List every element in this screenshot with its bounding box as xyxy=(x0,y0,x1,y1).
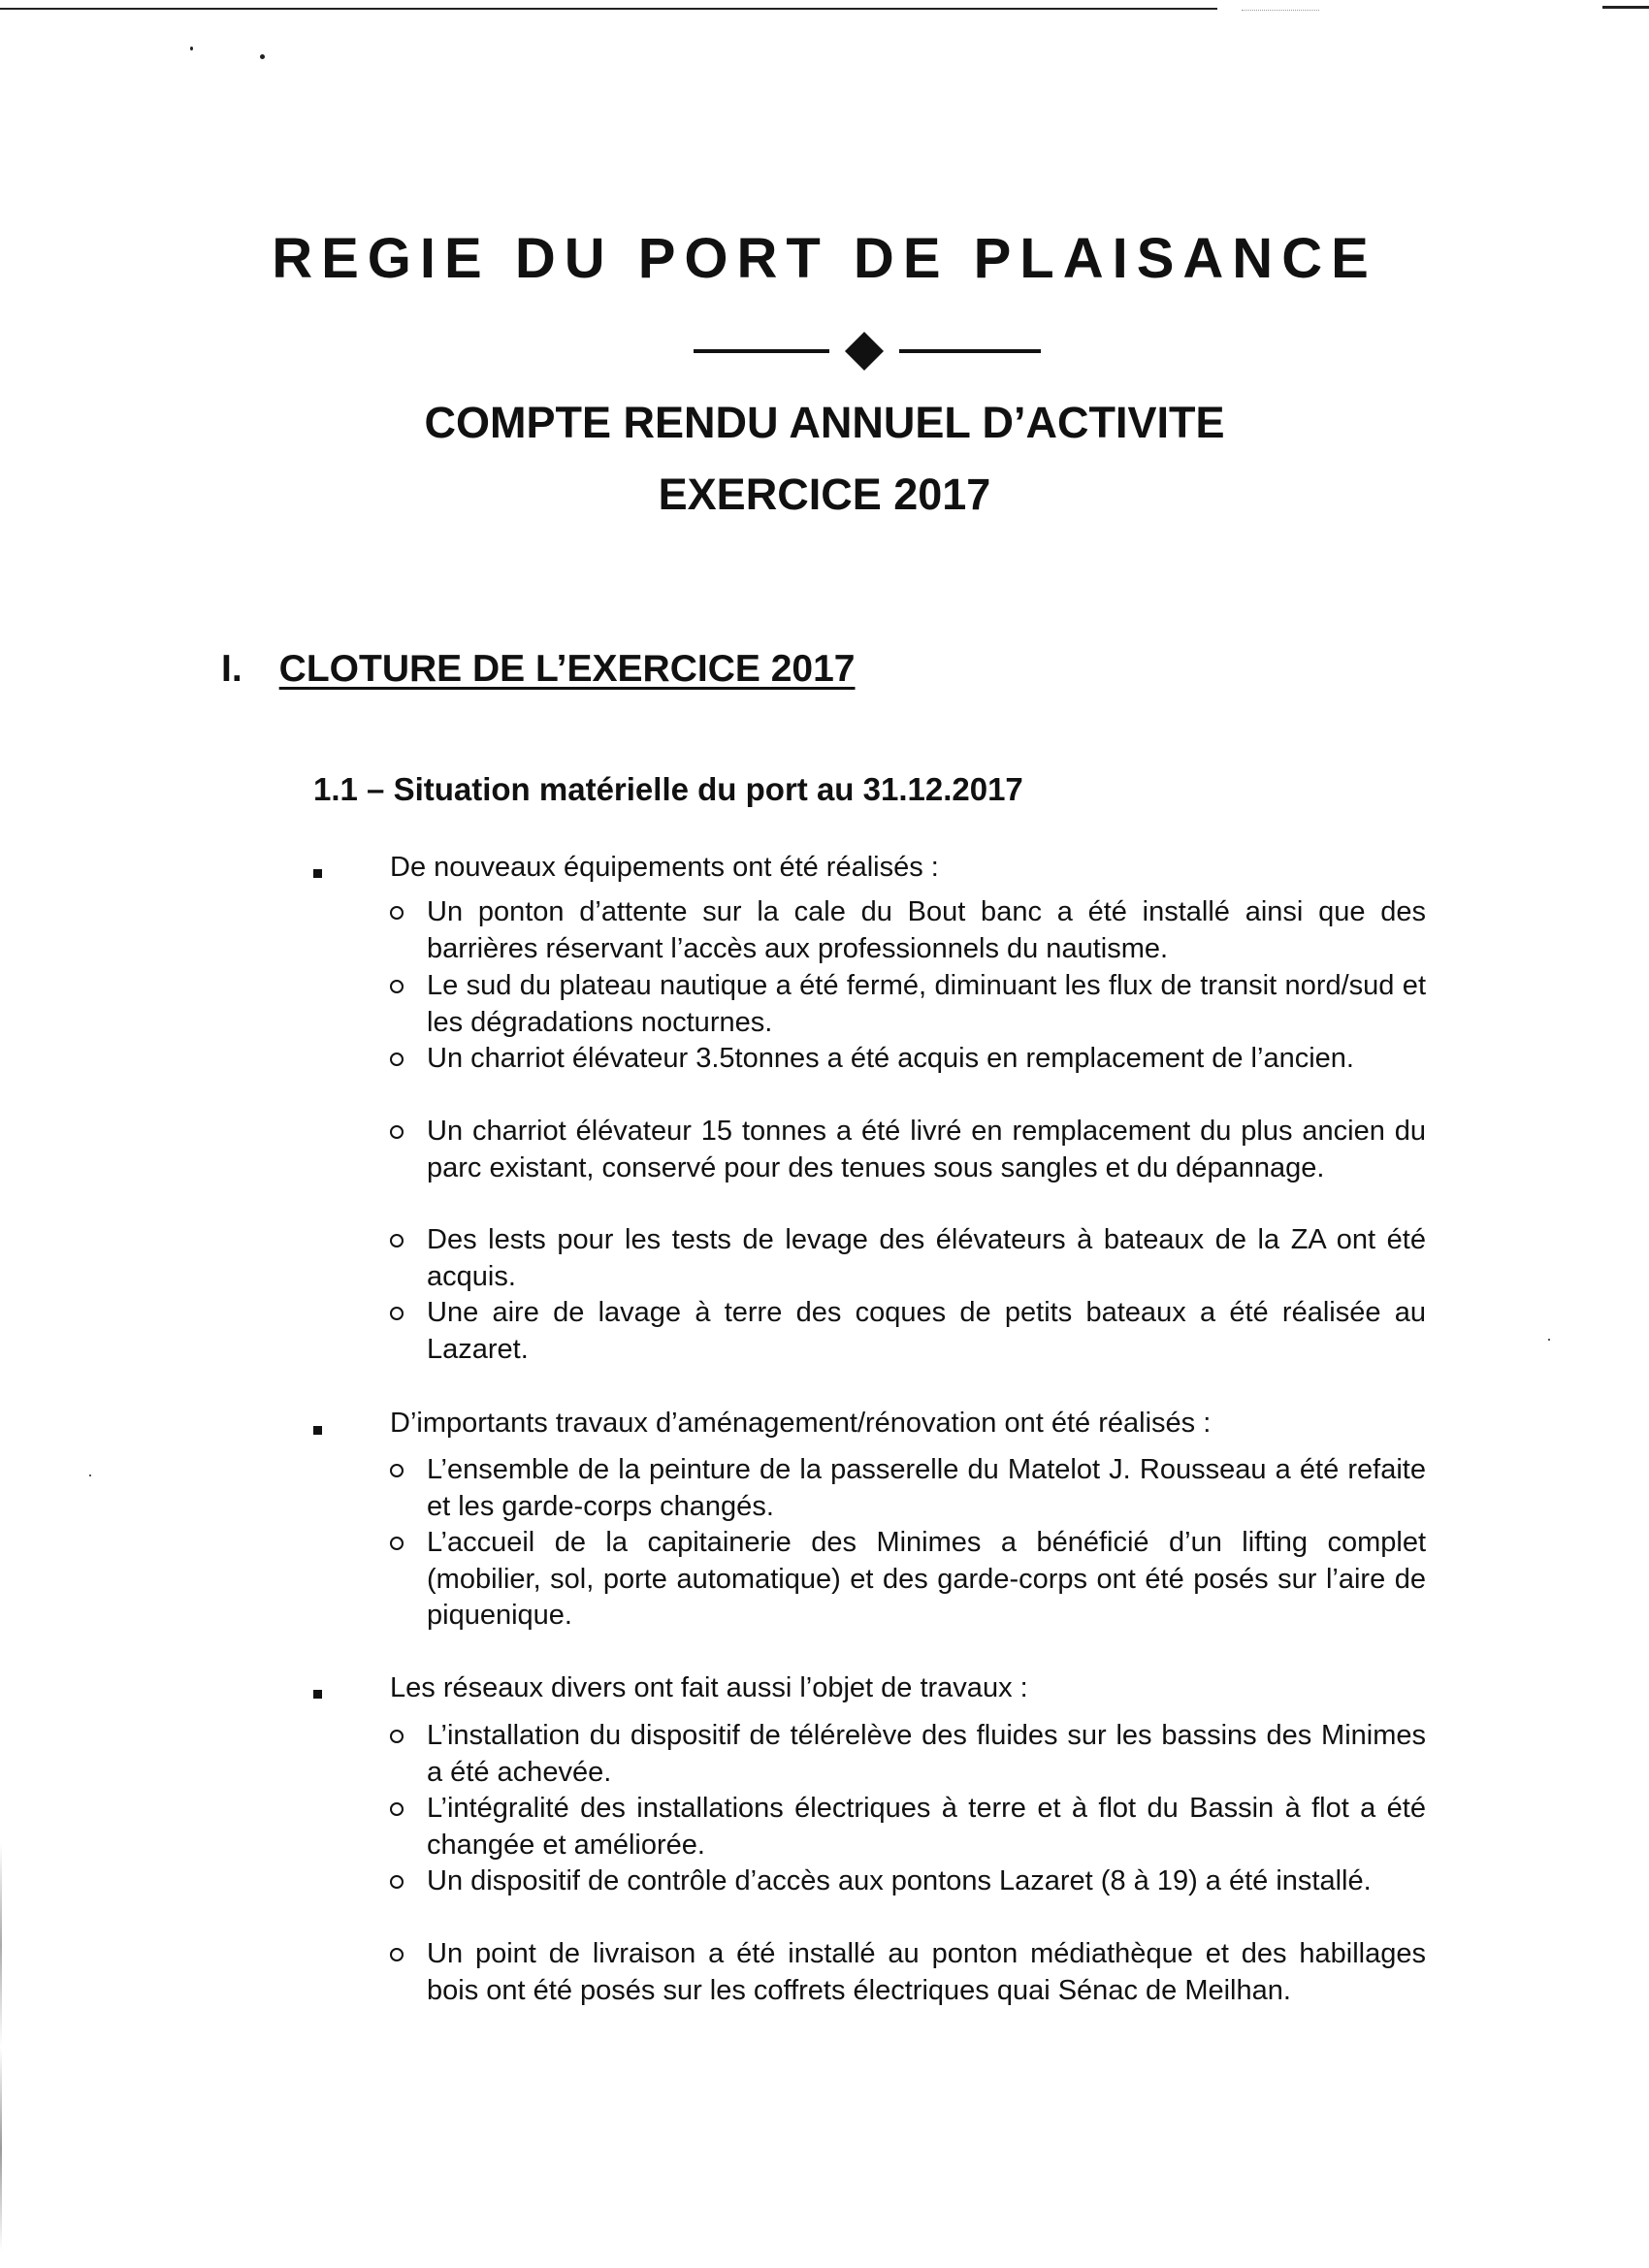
circle-bullet-icon xyxy=(390,1234,404,1247)
subsection-heading: 1.1 – Situation matérielle du port au 31.12.2017 xyxy=(313,771,1023,807)
circle-bullet-icon xyxy=(390,1053,404,1066)
circle-bullet-icon xyxy=(390,1948,404,1961)
list-item-text: Un ponton d’attente sur la cale du Bout banc a été installé ainsi que des barrières réservant l’accès aux professionnels du nautisme. xyxy=(427,896,1426,964)
section-number: I. xyxy=(221,648,242,690)
bullet-square-icon xyxy=(313,1690,322,1699)
list-item-text: Des lests pour les tests de levage des élévateurs à bateaux de la ZA ont été acquis. xyxy=(427,1224,1426,1292)
list-item-text: L’installation du dispositif de télérelève des fluides sur les bassins des Minimes a été achevée. xyxy=(427,1720,1426,1788)
list-item-text: Un charriot élévateur 3.5tonnes a été acquis en remplacement de l’ancien. xyxy=(427,1043,1354,1074)
document-title: REGIE DU PORT DE PLAISANCE xyxy=(272,227,1377,290)
bullet-text: De nouveaux équipements ont été réalisés : xyxy=(390,852,939,883)
list-item-text: L’ensemble de la peinture de la passerelle du Matelot J. Rousseau a été refaite et les garde-corps changés. xyxy=(427,1454,1426,1522)
diamond-divider-icon xyxy=(694,326,1043,374)
circle-bullet-icon xyxy=(390,1730,404,1743)
list-item-text: L’intégralité des installations électriques à terre et à flot du Bassin à flot a été changée et améliorée. xyxy=(427,1793,1426,1861)
circle-bullet-icon xyxy=(390,1537,404,1550)
scan-speck xyxy=(1548,1339,1550,1341)
scan-dots xyxy=(1242,10,1319,12)
list-item-text: Un dispositif de contrôle d’accès aux pontons Lazaret (8 à 19) a été installé. xyxy=(427,1865,1372,1896)
scan-border-mark xyxy=(1602,6,1649,9)
circle-bullet-icon xyxy=(390,1125,404,1139)
bullet-square-icon xyxy=(313,869,322,878)
scan-speck xyxy=(260,54,265,59)
scan-speck xyxy=(190,47,193,50)
list-item-text: Une aire de lavage à terre des coques de petits bateaux a été réalisée au Lazaret. xyxy=(427,1297,1426,1365)
scan-edge-shadow xyxy=(0,1843,2,2251)
section-title: CLOTURE DE L’EXERCICE 2017 xyxy=(278,648,856,690)
scan-speck xyxy=(89,1474,91,1476)
bullet-square-icon xyxy=(313,1426,322,1435)
circle-bullet-icon xyxy=(390,1802,404,1816)
report-title: COMPTE RENDU ANNUEL D’ACTIVITE xyxy=(424,398,1225,447)
list-item-text: Le sud du plateau nautique a été fermé, diminuant les flux de transit nord/sud et les dégradations nocturnes. xyxy=(427,970,1426,1038)
circle-bullet-icon xyxy=(390,906,404,920)
circle-bullet-icon xyxy=(390,980,404,993)
circle-bullet-icon xyxy=(390,1307,404,1320)
circle-bullet-icon xyxy=(390,1875,404,1889)
bullet-text: D’importants travaux d’aménagement/rénovation ont été réalisés : xyxy=(390,1408,1212,1439)
section-heading xyxy=(221,645,856,694)
report-year: EXERCICE 2017 xyxy=(658,470,991,519)
bullet-text: Les réseaux divers ont fait aussi l’objet de travaux : xyxy=(390,1672,1028,1703)
list-item-text: Un charriot élévateur 15 tonnes a été livré en remplacement du plus ancien du parc existant, conservé pour des tenues sous sangles et du dépannage. xyxy=(427,1116,1426,1183)
scan-border-line xyxy=(0,8,1217,10)
list-item-text: L’accueil de la capitainerie des Minimes a bénéficié d’un lifting complet (mobilier, sol, porte automatique) et des garde-corps ont été posés sur l’aire de piquenique. xyxy=(427,1527,1426,1631)
circle-bullet-icon xyxy=(390,1464,404,1477)
list-item-text: Un point de livraison a été installé au ponton médiathèque et des habillages bois ont été posés sur les coffrets électriques quai Sénac de Meilhan. xyxy=(427,1938,1426,2006)
